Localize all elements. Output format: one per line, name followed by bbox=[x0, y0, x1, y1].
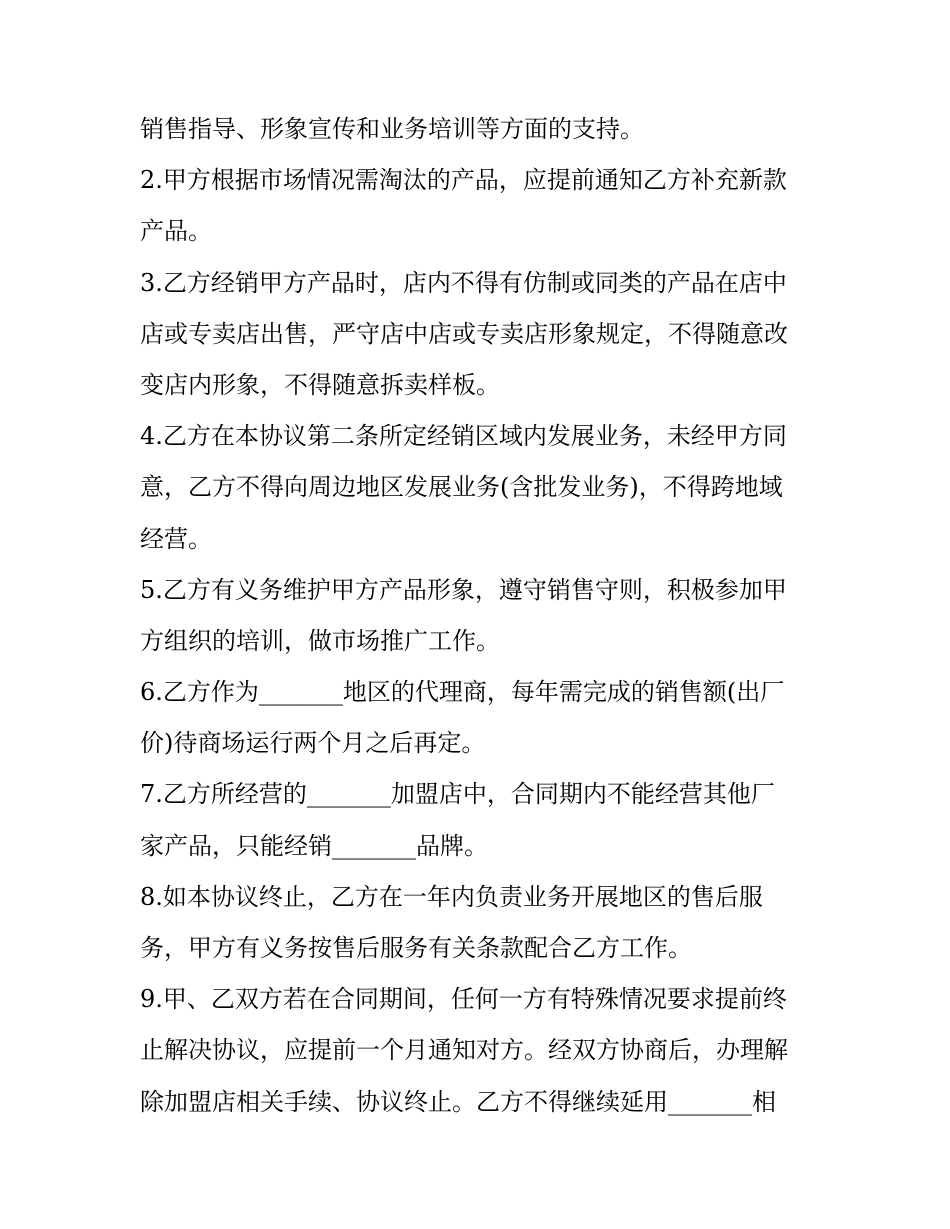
text-line-14: 7.乙方所经营的_______加盟店中，合同期内不能经营其他厂 bbox=[140, 780, 775, 809]
text-line-8: 意，乙方不得向周边地区发展业务(含批发业务)，不得跨地域 bbox=[140, 473, 783, 502]
text-line-12: 6.乙方作为_______地区的代理商，每年需完成的销售额(出厂 bbox=[140, 678, 785, 707]
contract-text bbox=[140, 104, 830, 1128]
text-line-15: 家产品，只能经销_______品牌。 bbox=[140, 831, 488, 860]
text-line-18: 9.甲、乙双方若在合同期间，任何一方有特殊情况要求提前终 bbox=[140, 985, 787, 1014]
text-line-20: 除加盟店相关手续、协议终止。乙方不得继续延用_______相 bbox=[140, 1087, 776, 1116]
text-line-17: 务，甲方有义务按售后服务有关条款配合乙方工作。 bbox=[140, 934, 692, 962]
text-line-2: 2.甲方根据市场情况需淘汰的产品，应提前通知乙方补充新款 bbox=[140, 166, 787, 195]
text-line-9: 经营。 bbox=[140, 524, 212, 553]
text-line-13: 价)待商场运行两个月之后再定。 bbox=[140, 729, 486, 758]
text-line-10: 5.乙方有义务维护甲方产品形象，遵守销售守则，积极参加甲 bbox=[140, 575, 787, 604]
text-line-4: 3.乙方经销甲方产品时，店内不得有仿制或同类的产品在店中 bbox=[140, 268, 787, 297]
text-line-3: 产品。 bbox=[140, 217, 212, 246]
text-line-5: 店或专卖店出售，严守店中店或专卖店形象规定，不得随意改 bbox=[140, 319, 788, 348]
text-line-16: 8.如本协议终止，乙方在一年内负责业务开展地区的售后服 bbox=[140, 882, 763, 911]
text-line-7: 4.乙方在本协议第二条所定经销区域内发展业务，未经甲方同 bbox=[140, 422, 787, 451]
text-line-6: 变店内形象，不得随意拆卖样板。 bbox=[140, 370, 500, 399]
text-line-1: 销售指导、形象宣传和业务培训等方面的支持。 bbox=[140, 115, 644, 143]
text-line-19: 止解决协议，应提前一个月通知对方。经双方协商后，办理解 bbox=[140, 1036, 788, 1065]
text-line-11: 方组织的培训，做市场推广工作。 bbox=[140, 626, 500, 655]
